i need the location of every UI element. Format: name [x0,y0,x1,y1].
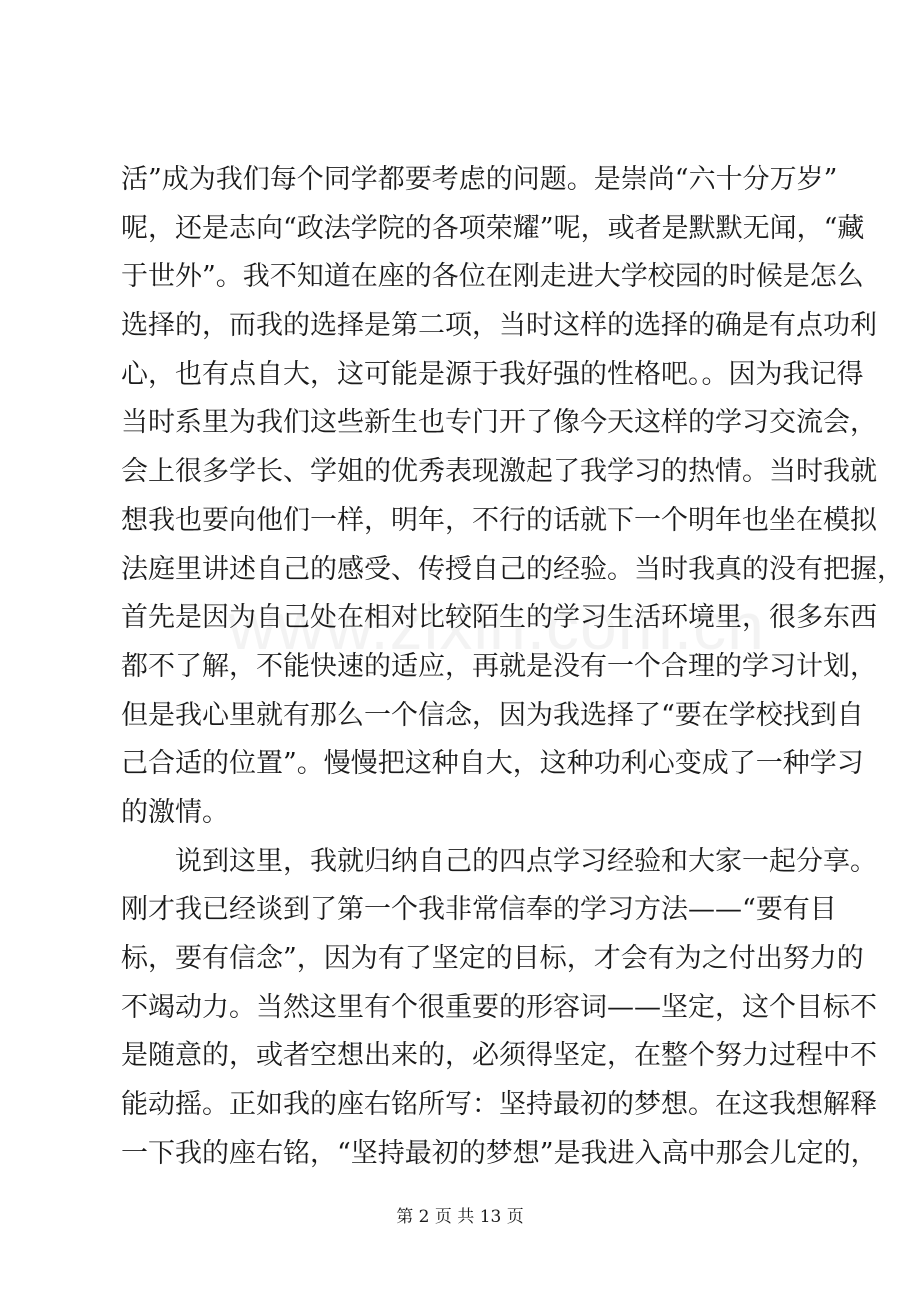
text-line: 选择的，而我的选择是第二项，当时这样的选择的确是有点功利 [121,310,877,342]
text-line: 想我也要向他们一样，明年，不行的话就下一个明年也坐在模拟 [121,504,877,536]
text-line: 首先是因为自己处在相对比较陌生的学习生活环境里，很多东西 [121,602,877,634]
text-line: 一下我的座右铭，“坚持最初的梦想”是我进入高中那会儿定的， [121,1137,878,1169]
text-line: 但是我心里就有那么一个信念，因为我选择了“要在学校找到自 [121,699,864,731]
text-line: 于世外”。我不知道在座的各位在刚走进大学校园的时候是怎么 [121,261,864,293]
text-line: 法庭里讲述自己的感受、传授自己的经验。当时我真的没有把握， [121,553,904,585]
text-line: 活”成为我们每个同学都要考虑的问题。是崇尚“六十分万岁” [121,164,838,195]
text-line: 会上很多学长、学姐的优秀表现激起了我学习的热情。当时我就 [121,456,877,488]
text-line: 呢，还是志向“政法学院的各项荣耀”呢，或者是默默无闻，“藏 [121,212,865,244]
text-line: 标，要有信念”，因为有了坚定的目标，才会有为之付出努力的 [121,943,864,974]
text-line: 都不了解，不能快速的适应，再就是没有一个合理的学习计划， [121,650,877,682]
document-body [121,156,904,1178]
paragraph-start-line: 说到这里，我就归纳自己的四点学习经验和大家一起分享。 [175,845,877,877]
text-line: 刚才我已经谈到了第一个我非常信奉的学习方法——“要有目 [121,894,837,926]
text-line: 能动摇。正如我的座右铭所写：坚持最初的梦想。在这我想解释 [121,1089,877,1121]
text-line: 当时系里为我们这些新生也专门开了像今天这样的学习交流会， [121,407,877,439]
text-line: 心，也有点自大，这可能是源于我好强的性格吧。。因为我记得 [121,358,864,390]
text-line: 不竭动力。当然这里有个很重要的形容词——坚定，这个目标不 [121,991,877,1023]
text-line: 是随意的，或者空想出来的，必须得坚定，在整个努力过程中不 [121,1040,877,1072]
page-number-footer: 第 2 页 共 13 页 [396,1207,524,1227]
paragraph-end-line: 的激情。 [121,796,229,828]
text-line: 己合适的位置”。慢慢把这种自大，这种功利心变成了一种学习 [121,748,864,780]
